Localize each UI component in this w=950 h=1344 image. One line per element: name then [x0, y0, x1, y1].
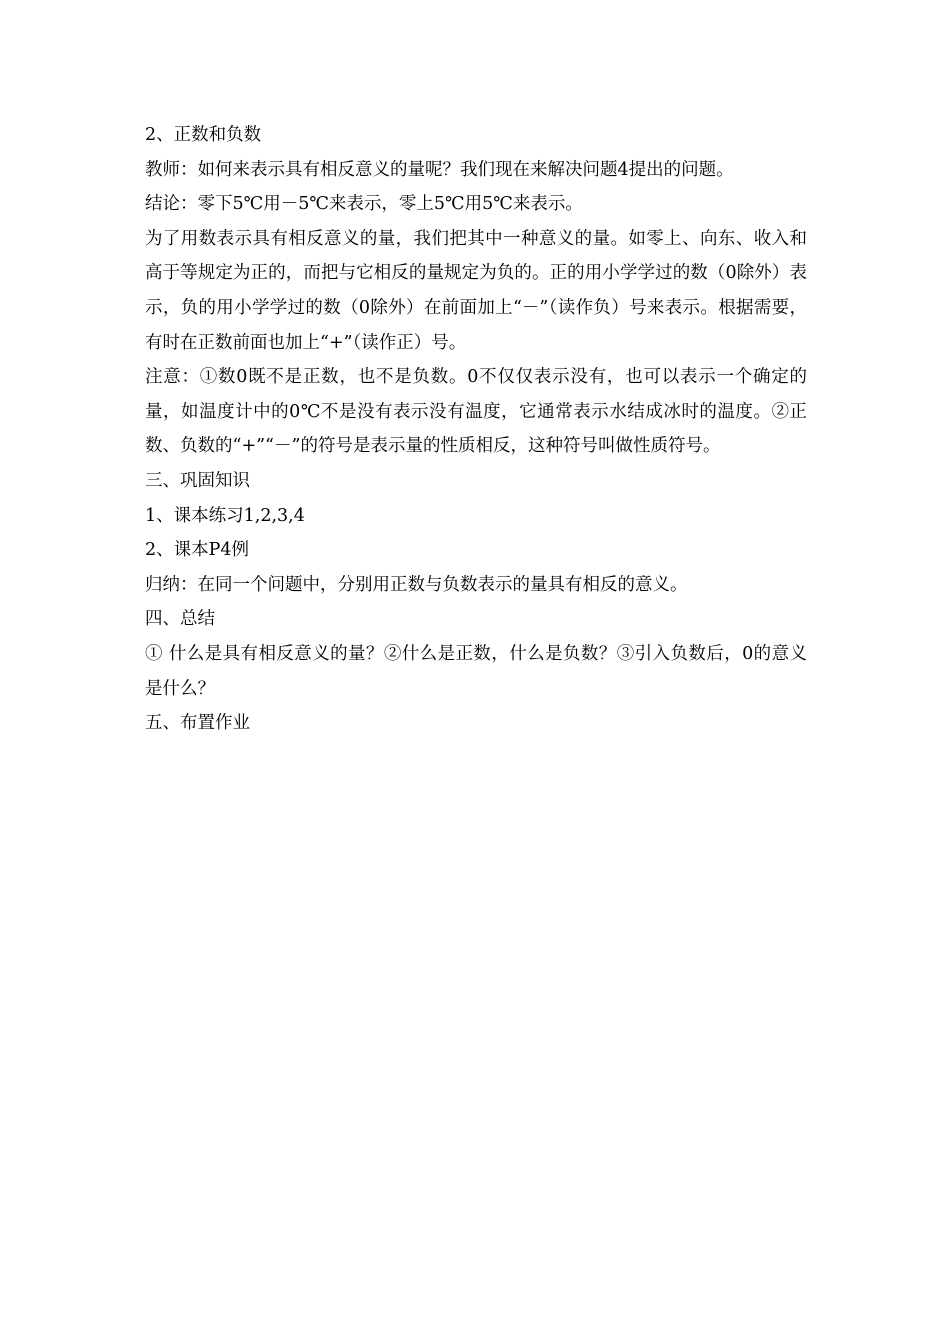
conclusion-text: 结论：零下5℃用－5℃来表示，零上5℃用5℃来表示。	[145, 194, 583, 215]
section-heading-summary: 四、总结	[145, 609, 215, 630]
document-body	[145, 118, 807, 741]
section-heading-positive-negative: 2、正数和负数	[145, 125, 262, 145]
note-paragraph: 注意：①数0既不是正数，也不是负数。0不仅仅表示没有，也可以表示一个确定的量，如温度计中的0℃不是没有表示没有温度，它通常表示水结成冰时的温度。②正数、负数的“+”“－”的符号是表示量的性质相反，这种符号叫做性质符号。	[145, 367, 807, 457]
section-heading-consolidate: 三、巩固知识	[145, 470, 250, 491]
exercise-item-1: 1、课本练习1,2,3,4	[145, 505, 305, 526]
teacher-question: 教师：如何来表示具有相反意义的量呢？我们现在来解决问题4提出的问题。	[145, 159, 734, 180]
exercise-item-2: 2、课本P4例	[145, 540, 250, 561]
section-heading-homework: 五、布置作业	[145, 713, 250, 734]
summary-questions: ① 什么是具有相反意义的量？②什么是正数，什么是负数？③引入负数后，0的意义是什么？	[145, 643, 807, 699]
definition-paragraph: 为了用数表示具有相反意义的量，我们把其中一种意义的量。如零上、向东、收入和高于等规定为正的，而把与它相反的量规定为负的。正的用小学学过的数（0除外）表示，负的用小学学过的数（0除外）在前面加上“－”（读作负）号来表示。根据需要，有时在正数前面也加上“+”（读作正）号。	[145, 228, 807, 353]
summary-induction: 归纳：在同一个问题中，分别用正数与负数表示的量具有相反的意义。	[145, 574, 688, 595]
